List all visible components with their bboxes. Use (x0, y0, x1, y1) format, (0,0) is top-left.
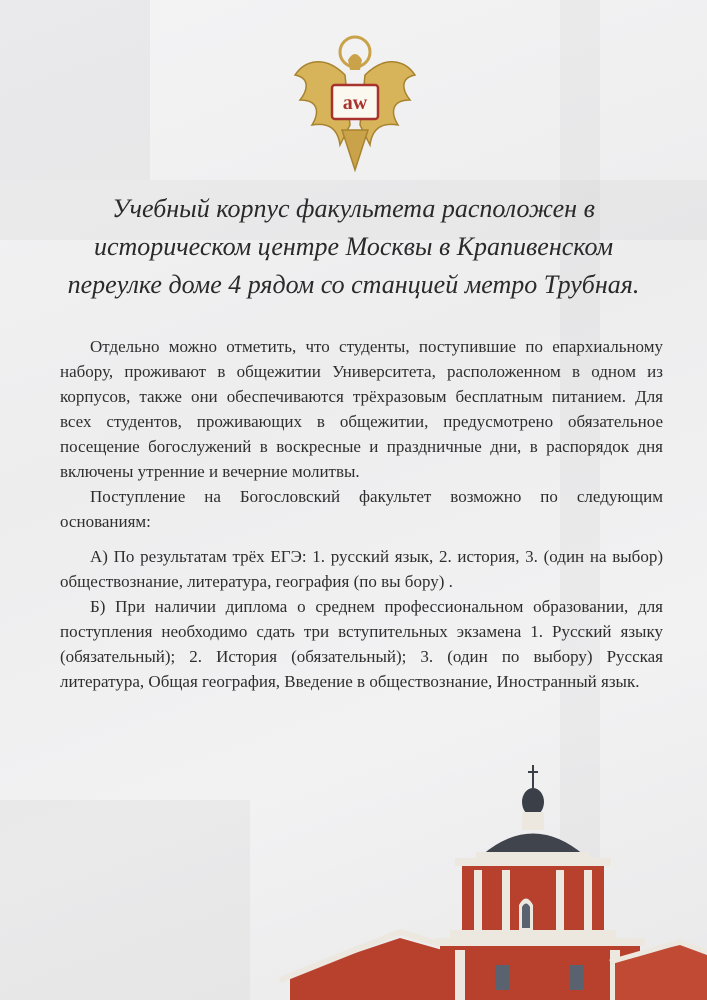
window-shadow-left (0, 0, 150, 180)
headline-line-2: историческом центре Москвы в Крапивенском (93, 232, 614, 261)
headline-line-1: Учебный корпус факультета расположен в (112, 194, 595, 223)
headline (30, 190, 677, 304)
paragraph-option-b: Б) При наличии диплома о среднем профессиональном образовании, для поступления необходимо сдать три вступительных экзамена 1. Русский языку (обязательный); 2. История (обязательный); 3. (один по выбору) Русская литература, Общая география, Введение в обществознание, Иностранный язык. (60, 597, 663, 691)
church-building-icon (250, 760, 707, 1000)
paragraph-dormitory: Отдельно можно отметить, что студенты, поступившие по епархиальному набору, проживают в общежитии Университета, расположенном в одном из корпусов, также они обеспечиваются трёхразовым бесплатным питанием. Для всех студентов, проживающих в общежитии, предусмотрено обязательное посещение богослужений в воскресные и праздничные дни, в распорядок дня включены утренние и вечерние молитвы. (60, 337, 663, 481)
body-text (60, 334, 663, 694)
window-shadow-bottom (0, 800, 250, 1000)
paragraph-admission-intro: Поступление на Богословский факультет возможно по следующим основаниям: (60, 487, 663, 531)
logo-monogram: aw (342, 92, 368, 114)
headline-line-3: переулке доме 4 рядом со станцией метро Трубная. (67, 270, 640, 299)
paragraph-option-a: А) По результатам трёх ЕГЭ: 1. русский язык, 2. история, 3. (один на выбор) обществознание, литература, география (по вы бору) . (60, 547, 663, 591)
eagle-emblem-icon (290, 30, 420, 175)
